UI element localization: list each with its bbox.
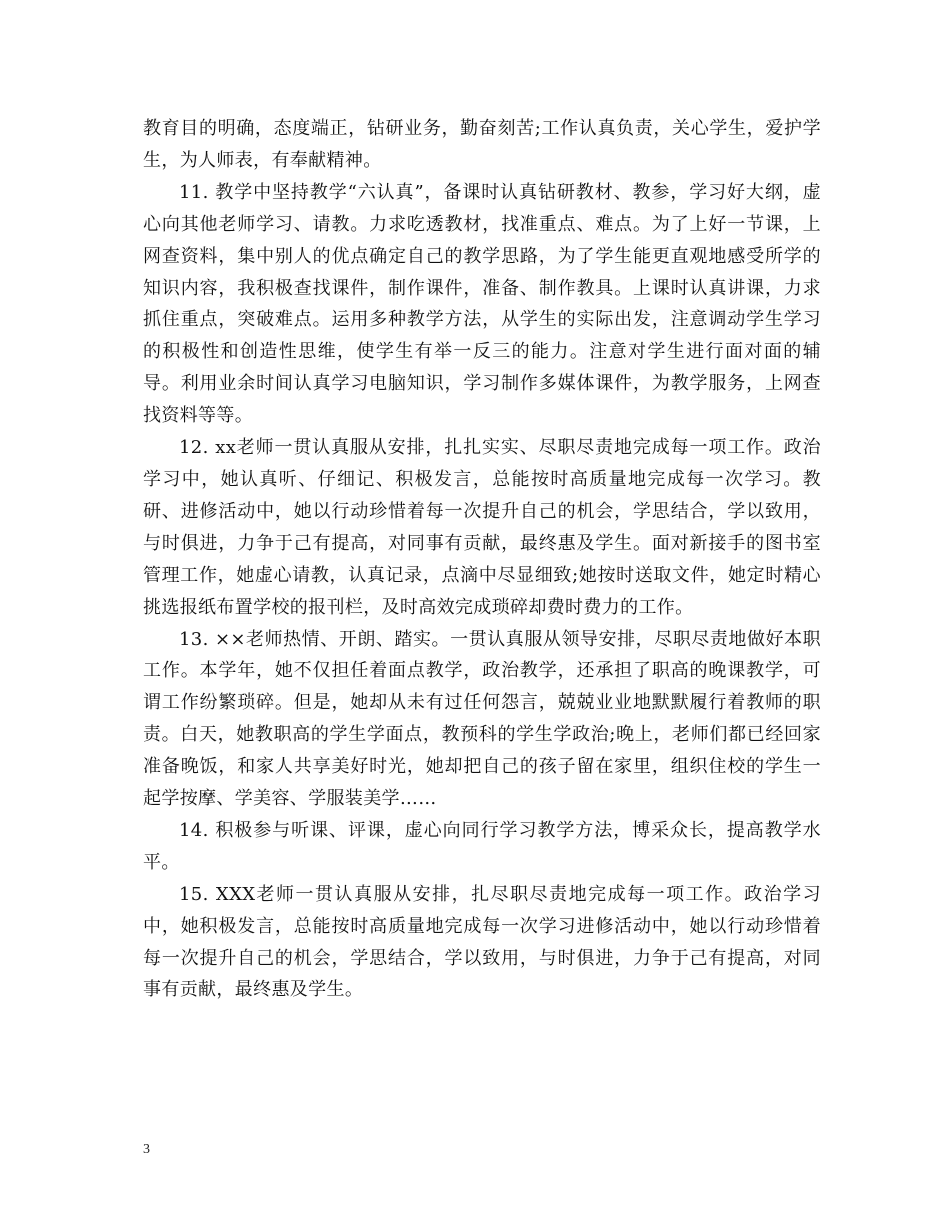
paragraph-item-14: 14. 积极参与听课、评课，虚心向同行学习教学方法，博采众长，提高教学水平。 bbox=[143, 819, 821, 873]
document-body bbox=[143, 113, 821, 1006]
paragraph-item-11: 11. 教学中坚持教学“六认真”，备课时认真钻研教材、教参，学习好大纲，虚心向其他老师学习、请教。力求吃透教材，找准重点、难点。为了上好一节课，上网查资料，集中别人的优点确定自己的教学思路，为了学生能更直观地感受所学的知识内容，我积极查找课件，制作课件，准备、制作教具。上课时认真讲课，力求抓住重点，突破难点。运用多种教学方法，从学生的实际出发，注意调动学生学习的积极性和创造性思维，使学生有举一反三的能力。注意对学生进行面对面的辅导。利用业余时间认真学习电脑知识，学习制作多媒体课件，为教学服务，上网查找资料等等。 bbox=[143, 181, 821, 427]
paragraph-continuation: 教育目的明确，态度端正，钻研业务，勤奋刻苦;工作认真负责，关心学生，爱护学生，为人师表，有奉献精神。 bbox=[143, 118, 821, 171]
page-number: 3 bbox=[143, 1142, 150, 1157]
paragraph-item-13: 13. ××老师热情、开朗、踏实。一贯认真服从领导安排，尽职尽责地做好本职工作。本学年，她不仅担任着面点教学，政治教学，还承担了职高的晚课教学，可谓工作纷繁琐碎。但是，她却从未有过任何怨言，兢兢业业地默默履行着教师的职责。白天，她教职高的学生学面点，教预科的学生学政治;晚上，老师们都已经回家准备晚饭，和家人共享美好时光，她却把自己的孩子留在家里，组织住校的学生一起学按摩、学美容、学服装美学…… bbox=[143, 628, 821, 810]
paragraph-item-15: 15. XXX老师一贯认真服从安排，扎尽职尽责地完成每一项工作。政治学习中，她积极发言，总能按时高质量地完成每一次学习进修活动中，她以行动珍惜着每一次提升自己的机会，学思结合，学以致用，与时俱进，力争于己有提高，对同事有贡献，最终惠及学生。 bbox=[143, 883, 821, 1001]
paragraph-item-12: 12. xx老师一贯认真服从安排，扎扎实实、尽职尽责地完成每一项工作。政治学习中，她认真听、仔细记、积极发言，总能按时高质量地完成每一次学习。教研、进修活动中，她以行动珍惜着每一次提升自己的机会，学思结合，学以致用，与时俱进，力争于己有提高，对同事有贡献，最终惠及学生。面对新接手的图书室管理工作，她虚心请教，认真记录，点滴中尽显细致;她按时送取文件，她定时精心挑选报纸布置学校的报刊栏，及时高效完成琐碎却费时费力的工作。 bbox=[143, 437, 821, 618]
